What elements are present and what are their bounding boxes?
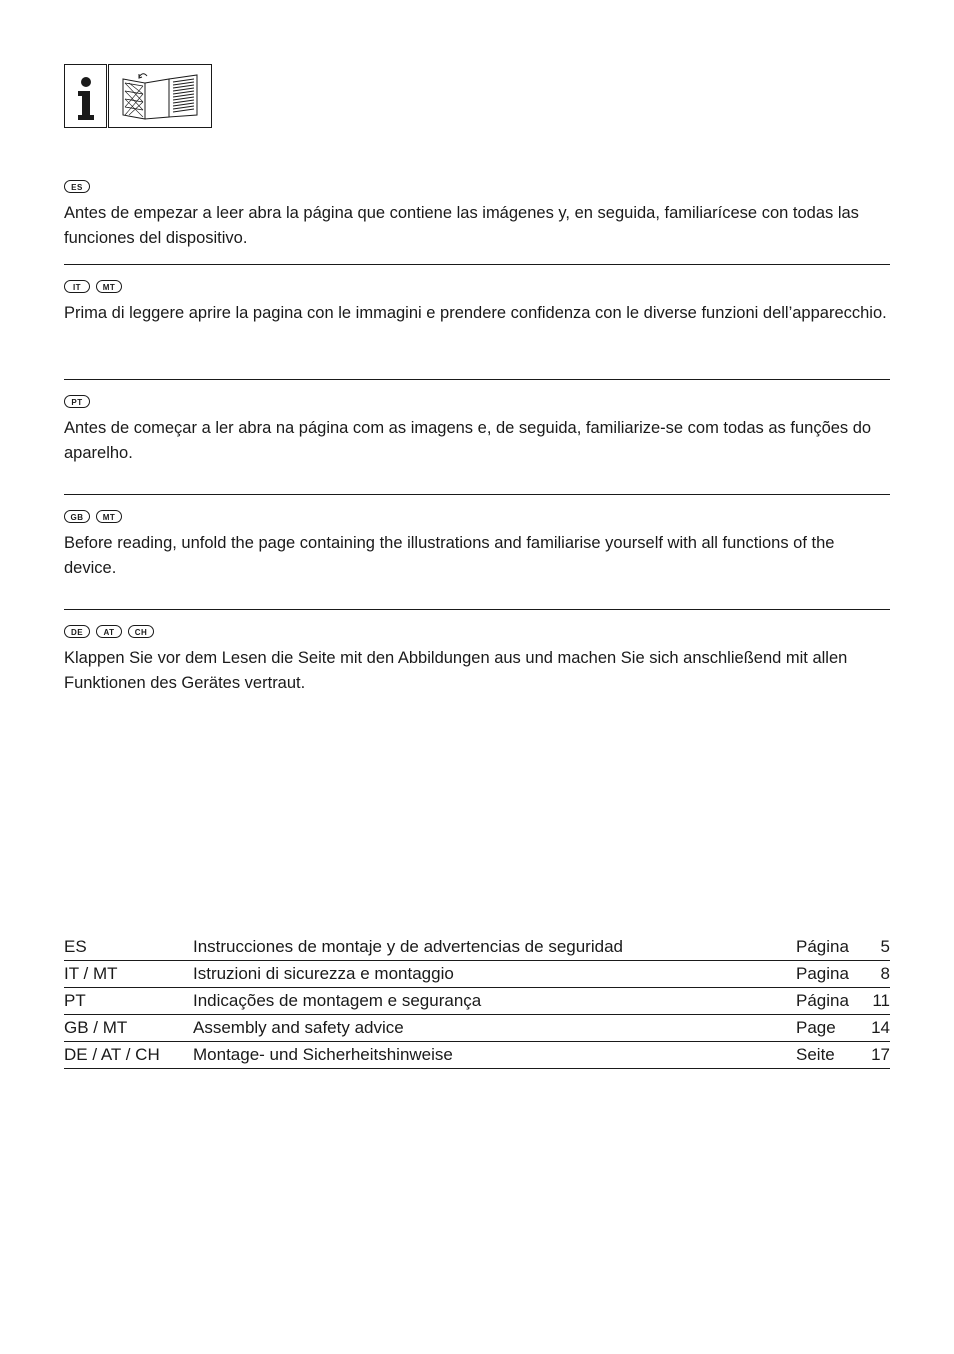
- badge-de: DE: [64, 625, 90, 638]
- table-row: [64, 988, 890, 1015]
- section-text: Antes de empezar a leer abra la página que contiene las imágenes y, en seguida, familiarícese con todas las funciones del dispositivo.: [64, 204, 859, 247]
- section-de-at-ch: [64, 610, 890, 696]
- toc-code: PT: [64, 988, 193, 1015]
- toc-page-number: 5: [854, 933, 890, 961]
- badge-it: IT: [64, 280, 90, 293]
- section-es: [64, 180, 890, 265]
- table-row: [64, 1042, 890, 1069]
- toc-page-number: 8: [854, 961, 890, 988]
- info-icon-glyph: [65, 65, 106, 127]
- toc-page-word: Pagina: [796, 961, 854, 988]
- badge-es: ES: [64, 180, 90, 193]
- badge-mt: MT: [96, 510, 122, 523]
- toc-page-number: 17: [854, 1042, 890, 1069]
- table-row: [64, 933, 890, 961]
- info-icon: [64, 64, 107, 128]
- section-gb-mt: [64, 495, 890, 610]
- section-text: Before reading, unfold the page containing the illustrations and familiarise yourself with all functions of the device.: [64, 534, 835, 577]
- badge-mt: MT: [96, 280, 122, 293]
- foldout-book-glyph: [109, 65, 211, 127]
- toc-page-word: Página: [796, 988, 854, 1015]
- toc-title: Instrucciones de montaje y de advertencias de seguridad: [193, 933, 796, 961]
- language-badges: [64, 625, 890, 641]
- toc-code: GB / MT: [64, 1015, 193, 1042]
- table-of-contents: [64, 933, 890, 1069]
- table-row: [64, 961, 890, 988]
- section-text: Prima di leggere aprire la pagina con le immagini e prendere confidenza con le diverse funzioni dell’apparecchio.: [64, 304, 887, 322]
- toc-page-word: Página: [796, 933, 854, 961]
- badge-pt: PT: [64, 395, 90, 408]
- badge-gb: GB: [64, 510, 90, 523]
- toc-code: DE / AT / CH: [64, 1042, 193, 1069]
- toc-title: Indicações de montagem e segurança: [193, 988, 796, 1015]
- toc-title: Istruzioni di sicurezza e montaggio: [193, 961, 796, 988]
- language-sections: [64, 180, 890, 696]
- language-badges: [64, 180, 890, 196]
- table-row: [64, 1015, 890, 1042]
- badge-at: AT: [96, 625, 122, 638]
- badge-ch: CH: [128, 625, 154, 638]
- toc-title: Montage- und Sicherheitshinweise: [193, 1042, 796, 1069]
- language-badges: [64, 510, 890, 526]
- toc-code: IT / MT: [64, 961, 193, 988]
- section-pt: [64, 380, 890, 495]
- section-text: Klappen Sie vor dem Lesen die Seite mit den Abbildungen aus und machen Sie sich anschließend mit allen Funktionen des Gerätes vertraut.: [64, 649, 848, 692]
- section-text: Antes de começar a ler abra na página com as imagens e, de seguida, familiarize-se com todas as funções do aparelho.: [64, 419, 872, 462]
- language-badges: [64, 395, 890, 411]
- toc-page-word: Seite: [796, 1042, 854, 1069]
- language-badges: [64, 280, 890, 296]
- toc-page-number: 11: [854, 988, 890, 1015]
- toc-title: Assembly and safety advice: [193, 1015, 796, 1042]
- toc-page-number: 14: [854, 1015, 890, 1042]
- toc-code: ES: [64, 933, 193, 961]
- toc-page-word: Page: [796, 1015, 854, 1042]
- foldout-book-icon: [108, 64, 212, 128]
- section-it-mt: [64, 265, 890, 380]
